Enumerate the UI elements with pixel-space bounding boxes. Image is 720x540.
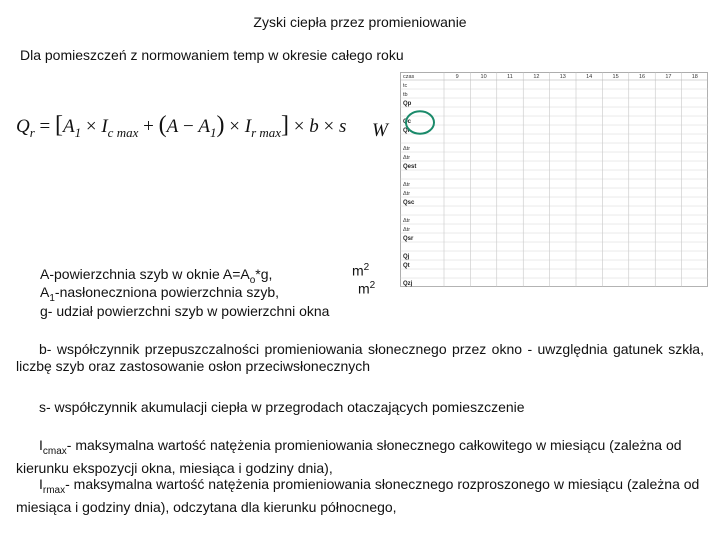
definition-A: A-powierzchnia szyb w oknie $A=A_o*g$, <box>40 266 273 286</box>
table-row-label: Qt <box>403 262 410 269</box>
calculation-table <box>400 72 708 287</box>
definition-A1: $A_1$-nasłoneczniona powierzchnia szyb, <box>40 284 280 304</box>
heat-gain-formula: $Q_r = [A_1 \times I_{c max} + (A - A_1) \times I_{r max}] \times b \times s$ <box>16 112 347 140</box>
table-row-label: tb <box>403 91 408 98</box>
table-hour-label: 14 <box>586 74 593 80</box>
definition-A-unit: $m^2$ <box>352 262 370 279</box>
table-row-label: Qr <box>403 127 411 134</box>
table-hour-label: 16 <box>638 74 646 80</box>
page-title: Zyski ciepła przez promieniowanie <box>253 14 467 30</box>
table-row-label: Qzj <box>403 280 413 287</box>
table-row-label: tc <box>403 82 408 89</box>
table-hour-label: 15 <box>612 74 619 80</box>
definition-g: g- udział powierzchni szyb w powierzchni okna <box>40 303 330 319</box>
table-hour-label: 18 <box>691 74 698 80</box>
table-hour-label: 9 <box>455 74 459 80</box>
table-row-label: Qest <box>403 163 417 170</box>
table-row-label: Δtr <box>403 181 411 188</box>
formula-unit: W <box>372 120 388 141</box>
table-row-label: Δtr <box>403 217 411 224</box>
table-row-label: Δtr <box>403 145 411 152</box>
table-row-label: Δtr <box>403 226 411 233</box>
paragraph-b: b- współczynnik przepuszczalności promieniowania słonecznego przez okno - uwzględnia gatunek szkła, liczbę szyb oraz zastosowanie osłon przeciwsłonecznych <box>16 341 704 374</box>
paragraph-icmax: $I_{cmax}-$ maksymalna wartość natężenia promieniowania słonecznego całkowitego w miesiącu (zależna od kierunku ekspozycji okna, miesiąca i godziny dnia), <box>16 437 682 476</box>
calculation-table-grid <box>400 72 708 287</box>
table-hour-label: 17 <box>665 74 672 80</box>
paragraph-s: s- współczynnik akumulacji ciepła w przegrodach otaczających pomieszczenie <box>39 399 525 415</box>
table-hour-label: 12 <box>533 74 540 80</box>
table-hour-label: 11 <box>507 74 513 80</box>
table-border <box>401 73 708 287</box>
table-row-label: Qsr <box>403 235 414 242</box>
subtitle: Dla pomieszczeń z normowaniem temp w okresie całego roku <box>20 47 404 63</box>
table-row-label: Qsc <box>403 199 415 206</box>
definition-A1-unit: $m^2$ <box>358 280 376 297</box>
table-hour-label: 10 <box>480 74 487 80</box>
table-hour-label: 13 <box>559 74 566 80</box>
table-row-label: Qc <box>403 118 412 125</box>
table-row-label: Δtr <box>403 154 411 161</box>
table-row-label: Qp <box>403 100 412 107</box>
table-header-label: czas <box>403 74 415 80</box>
table-row-label: Δtr <box>403 190 411 197</box>
paragraph-irmax: $I_{rmax}-$ maksymalna wartość natężenia promieniowania słonecznego rozproszonego w miesiącu (zależna od miesiąca i godziny dnia), odczytana dla kierunku północnego, <box>16 476 700 515</box>
table-row-label: Qj <box>403 253 410 260</box>
